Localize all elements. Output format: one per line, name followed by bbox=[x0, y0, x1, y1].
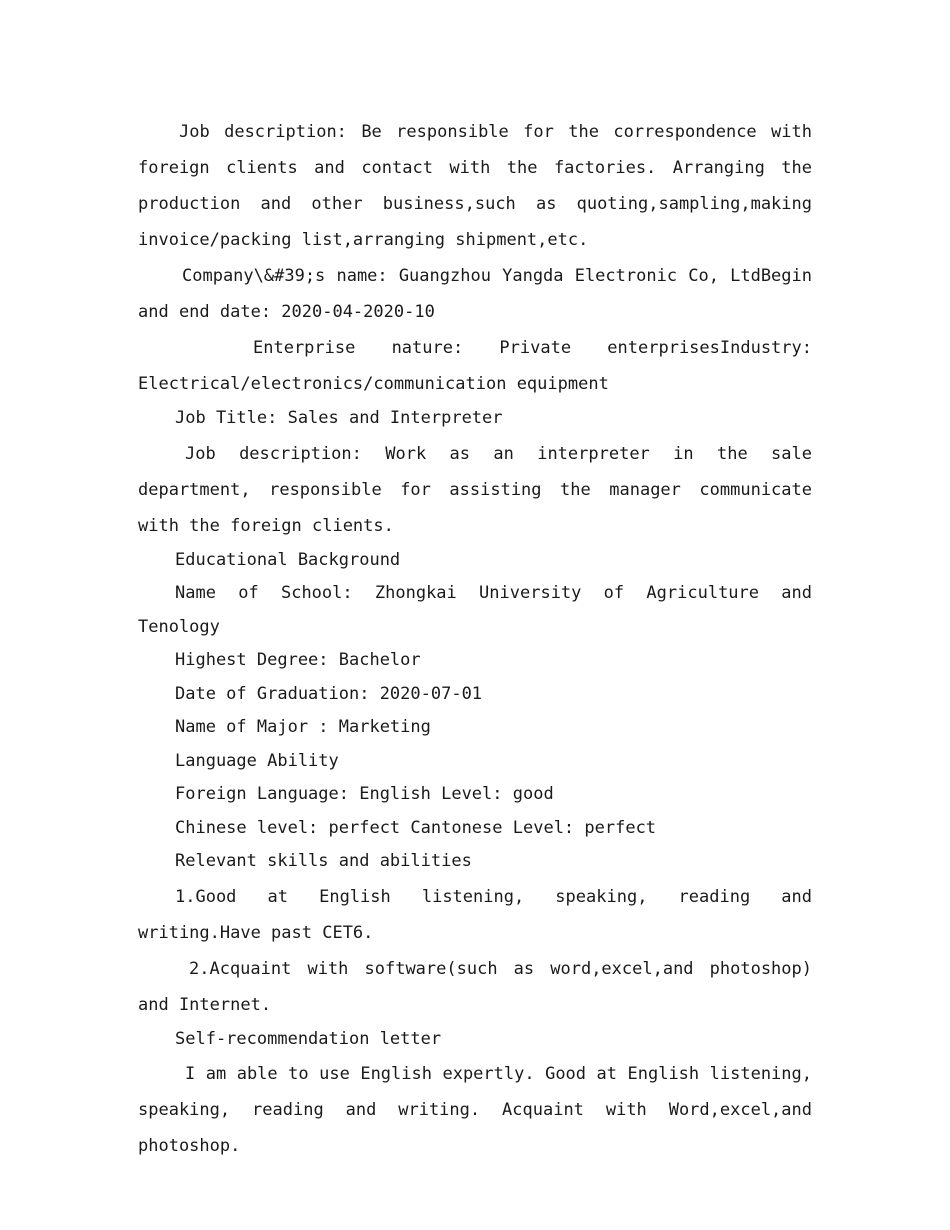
company-name-paragraph: Company\&#39;s name: Guangzhou Yangda Electronic Co, LtdBegin and end date: 2020-04-2020-10 bbox=[138, 266, 812, 322]
enterprise-nature-paragraph: Enterprise nature: Private enterprisesIndustry: Electrical/electronics/communication equipment bbox=[138, 338, 812, 394]
job-description-paragraph-1: Job description: Be responsible for the correspondence with foreign clients and contact with the factories. Arranging the production and other business,such as quoting,sampling,making invoice/packing list,arranging shipment,etc. bbox=[138, 122, 812, 250]
document-body bbox=[138, 114, 812, 1164]
chinese-level-line: Chinese level: perfect Cantonese Level: perfect bbox=[175, 817, 657, 838]
job-title-paragraph: Job Title: Sales and Interpreter bbox=[175, 408, 503, 428]
self-recommendation-paragraph: I am able to use English expertly. Good at English listening, speaking, reading and writing. Acquaint with Word,excel,and photoshop. bbox=[138, 1064, 812, 1156]
skills-heading: Relevant skills and abilities bbox=[175, 851, 472, 871]
foreign-language-line: Foreign Language: English Level: good bbox=[175, 784, 554, 804]
language-ability-heading: Language Ability bbox=[175, 750, 339, 771]
self-recommendation-heading: Self-recommendation letter bbox=[175, 1028, 442, 1049]
skill-item-1: 1.Good at English listening, speaking, reading and writing.Have past CET6. bbox=[138, 886, 812, 943]
major-line: Name of Major : Marketing bbox=[175, 717, 431, 737]
education-heading: Educational Background bbox=[175, 549, 401, 570]
highest-degree-line: Highest Degree: Bachelor bbox=[175, 650, 421, 670]
school-name-line: Name of School: Zhongkai University of Agriculture and Tenology bbox=[138, 583, 812, 637]
skill-item-2: 2.Acquaint with software(such as word,excel,and photoshop) and Internet. bbox=[138, 958, 812, 1015]
graduation-date-line: Date of Graduation: 2020-07-01 bbox=[175, 683, 483, 704]
job-description-paragraph-2: Job description: Work as an interpreter in the sale department, responsible for assisting the manager communicate with the foreign clients. bbox=[138, 443, 812, 536]
